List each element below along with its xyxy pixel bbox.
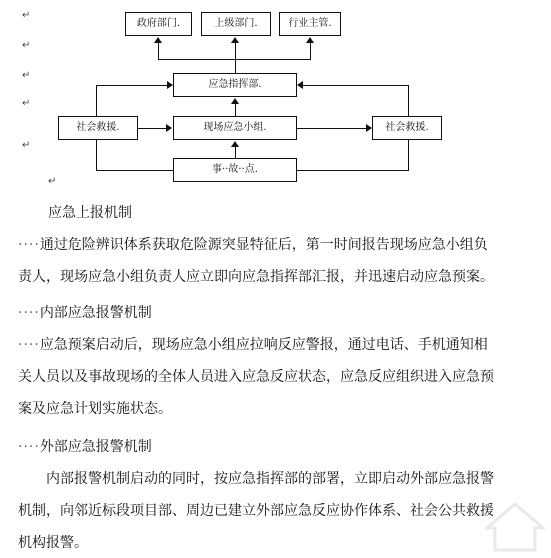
paragraph-mark: ↵	[22, 140, 31, 151]
paragraph-line: 案及应急计划实施状态。	[18, 401, 172, 417]
indent-dots: ····	[18, 237, 40, 253]
section-heading: 应急上报机制	[48, 205, 132, 221]
paragraph-mark: ↵	[48, 176, 57, 187]
section-heading-line	[18, 306, 152, 320]
box-superior: 上级部门.	[201, 12, 271, 36]
section-heading-line	[18, 440, 152, 454]
indent-dots: ····	[18, 305, 40, 321]
indent-dots: ····	[18, 337, 40, 353]
paragraph-mark: ↵	[22, 98, 31, 109]
box-onsite-team: 现场应急小组.	[173, 116, 297, 140]
emergency-flowchart	[0, 0, 551, 200]
box-accident-site: 事··故··点.	[173, 158, 297, 182]
paragraph-line: 责人，现场应急小组负责人应立即向应急指挥部汇报，并迅速启动应急预案。	[18, 269, 494, 285]
paragraph-line: 机构报警。	[18, 535, 88, 551]
indent-dots: ····	[18, 439, 40, 455]
paragraph-line: 机制，向邻近标段项目部、周边已建立外部应急反应协作体系、社会公共救援	[18, 503, 494, 519]
box-social-rescue-left: 社会救援.	[58, 116, 138, 140]
paragraph-mark: ↵	[22, 40, 31, 51]
paragraph-mark: ↵	[22, 10, 31, 21]
paragraph-line: 内部报警机制启动的同时，按应急指挥部的部署，立即启动外部应急报警	[46, 471, 494, 487]
watermark-icon	[485, 502, 545, 552]
box-command: 应急指挥部.	[173, 73, 297, 97]
paragraph-line	[18, 338, 488, 352]
section-heading: 内部应急报警机制	[39, 305, 152, 321]
box-government: 政府部门.	[125, 12, 192, 36]
section-heading: 外部应急报警机制	[39, 439, 152, 455]
paragraph-text: 应急预案启动后，现场应急小组应拉响反应警报，通过电话、手机通知相	[39, 337, 488, 353]
box-social-rescue-right: 社会救援.	[372, 116, 442, 140]
paragraph-text: 通过危险辨识体系获取危险源突显特征后，第一时间报告现场应急小组负	[39, 237, 488, 253]
paragraph-mark: ↵	[22, 70, 31, 81]
paragraph-line: 关人员以及事故现场的全体人员进入应急反应状态，应急反应组织进入应急预	[18, 369, 494, 385]
box-industry: 行业主管.	[279, 12, 341, 36]
paragraph-line	[18, 238, 488, 252]
